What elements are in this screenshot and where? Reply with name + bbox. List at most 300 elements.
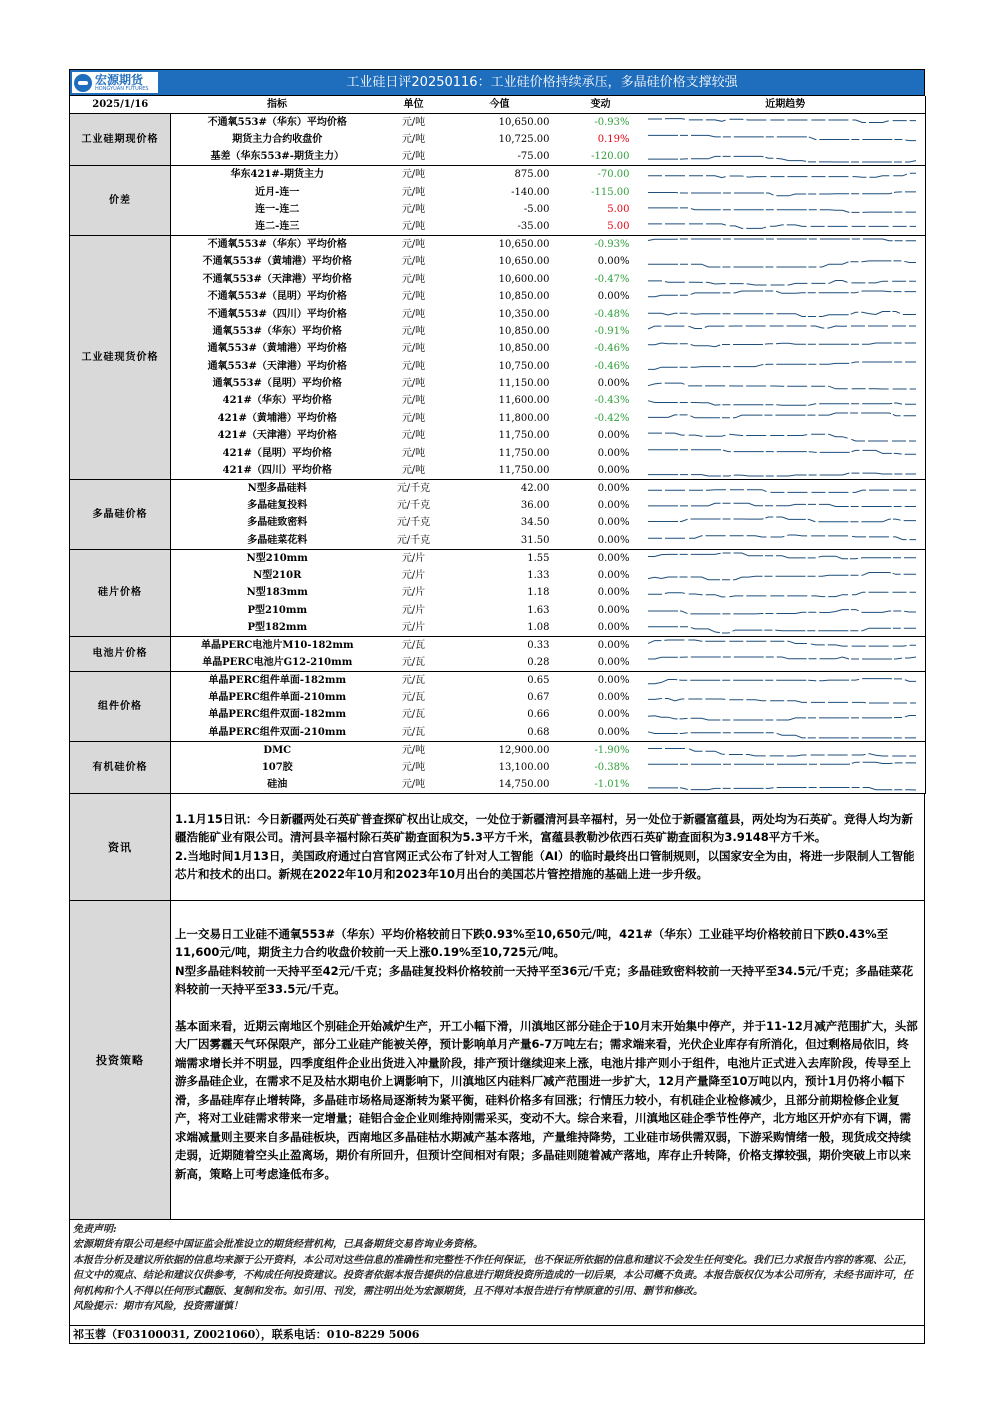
table-row <box>70 323 926 340</box>
change-value: 0.00% <box>597 639 630 651</box>
title-bar <box>69 69 925 96</box>
sparkline-icon <box>646 131 924 148</box>
change-value: 0.00% <box>597 378 630 390</box>
table-row <box>70 131 926 148</box>
indicator-name: 通氧553#（黄埔港）平均价格 <box>207 343 347 355</box>
change-value: -120.00 <box>556 148 646 166</box>
risk-warning: 风险提示：期市有风险，投资需谨慎！ <box>73 1301 243 1313</box>
table-row <box>70 340 926 357</box>
today-value: 0.65 <box>527 674 550 686</box>
sparkline-icon <box>646 514 924 531</box>
indicator-name: 单晶PERC组件双面-182mm <box>208 709 347 721</box>
table-row <box>70 236 926 254</box>
table-row <box>70 532 926 550</box>
sparkline-icon <box>646 148 924 165</box>
trend-sparkline <box>646 236 926 254</box>
today-value: 42.00 <box>520 482 550 494</box>
table-row <box>70 619 926 637</box>
sparkline-icon <box>646 759 924 776</box>
unit-cell: 元/吨 <box>401 134 426 146</box>
trend-sparkline <box>646 636 926 654</box>
trend-sparkline <box>646 776 926 794</box>
sparkline-icon <box>646 253 924 270</box>
sparkline-icon <box>646 532 924 549</box>
trend-sparkline <box>646 358 926 375</box>
indicator-name: N型多晶硅料 <box>247 482 307 494</box>
sparkline-icon <box>646 619 924 636</box>
unit-cell: 元/瓦 <box>384 724 444 742</box>
unit-cell: 元/吨 <box>401 308 426 320</box>
sparkline-icon <box>646 271 924 288</box>
today-value: -140.00 <box>511 186 550 198</box>
table-row <box>70 514 926 531</box>
today-value: 12,900.00 <box>498 744 550 756</box>
unit-cell: 元/片 <box>384 619 444 637</box>
sparkline-icon <box>646 184 924 201</box>
col-trend: 近期趋势 <box>646 96 926 114</box>
trend-line <box>648 490 916 493</box>
unit-cell: 元/吨 <box>401 273 426 285</box>
indicator-name: 不通氧553#（天津港）平均价格 <box>202 273 352 285</box>
unit-cell: 元/吨 <box>384 462 444 480</box>
indicator-name: 连二-连三 <box>171 218 384 236</box>
change-value: -0.46% <box>594 343 630 355</box>
trend-sparkline <box>646 288 926 305</box>
unit-cell: 元/片 <box>401 552 426 564</box>
table-row <box>70 462 926 480</box>
indicator-name: 421#（华东）平均价格 <box>222 395 332 407</box>
today-value: 1.18 <box>527 587 550 599</box>
analyst-footer <box>69 1326 925 1344</box>
sparkline-icon <box>646 584 924 601</box>
trend-sparkline <box>646 462 926 480</box>
indicator-name: 通氧553#（华东）平均价格 <box>212 325 342 337</box>
change-value: 0.00% <box>597 500 630 512</box>
logo-name-en: HONGYUAN FUTURES <box>95 85 149 92</box>
change-value: -0.43% <box>594 395 630 407</box>
change-value: 0.00% <box>597 552 630 564</box>
unit-cell: 元/吨 <box>401 169 426 181</box>
trend-line <box>648 517 916 522</box>
trend-line <box>648 224 916 229</box>
unit-cell: 元/吨 <box>384 776 444 794</box>
unit-cell: 元/片 <box>401 604 426 616</box>
table-row <box>70 114 926 132</box>
today-value: 11,750.00 <box>444 462 556 480</box>
disclaimer-line: 宏源期货有限公司是经中国证监会批准设立的期货经营机构，已具备期货交易咨询业务资格。 <box>73 1239 483 1251</box>
trend-line <box>648 291 916 297</box>
trend-sparkline <box>646 410 926 427</box>
indicator-name: 近月-连一 <box>255 186 300 198</box>
change-value: 0.00% <box>597 482 630 494</box>
indicator-name: 单晶PERC电池片M10-182mm <box>200 639 354 651</box>
unit-cell: 元/吨 <box>384 218 444 236</box>
sparkline-icon <box>646 672 924 689</box>
indicator-name: 421#（四川）平均价格 <box>171 462 384 480</box>
table-row <box>70 776 926 794</box>
strategy-paragraph: 基本面来看，近期云南地区个别硅企开始减炉生产，开工小幅下滑，川滇地区部分硅企于10月末开始集中停产，并于11-12月减产范围扩大，头部大厂因雾霾天气环保限产，部分工业硅产能被关停，预计影响单月产量6-7万吨左右；需求端来看，光伏企业库存有所消化，但过剩格局依旧，终端需求增长并不明显，四季度组件企业出货进入冲量阶段，排产预计继续迎来上涨，电池片排产则小于组件，电池片正式进入去库阶段，传导至上游多晶硅企业，在需求不足及枯水期电价上调影响下，川滇地区内硅料厂减产范围进一步扩大，12月产量降至10万吨以内，预计1月仍将小幅下滑，多晶硅库存止增转降，多晶硅市场格局逐渐转为紧平衡，硅料价格多有回涨；行情压力较小，有机硅企业检修减少，且部分前期检修企业复产，将对工业硅需求带来一定增量；硅铝合金企业则维持刚需采买，变动不大。综合来看，川滇地区硅企季节性停产，北方地区开炉亦有下调，需求端减量则主要来自多晶硅板块，西南地区多晶硅枯水期减产基本落地，产量维持降势，工业硅市场供需双弱，下游采购情绪一般，现货成交持续走弱，近期随着空头止盈离场，期价有所回升，但预计空间相对有限；多晶硅则随着减产落地，库存止升转降，价格支撑较强，期价突破上市以来新高，策略上可考虑逢低布多。 <box>175 1018 918 1181</box>
trend-sparkline <box>646 253 926 270</box>
sparkline-icon <box>646 602 924 619</box>
sparkline-icon <box>646 375 924 392</box>
unit-cell: 元/吨 <box>401 395 426 407</box>
indicator-name: 多晶硅致密料 <box>247 517 308 529</box>
trend-line <box>648 699 916 704</box>
unit-cell: 元/吨 <box>401 412 426 424</box>
today-value: 11,600.00 <box>498 395 550 407</box>
table-header-row <box>70 96 926 114</box>
trend-line <box>648 503 916 506</box>
indicator-name: 不通氧553#（黄埔港）平均价格 <box>202 256 352 268</box>
trend-sparkline <box>646 427 926 444</box>
change-value: 0.00% <box>556 619 646 637</box>
trend-line <box>648 627 916 633</box>
table-row <box>70 741 926 759</box>
trend-line <box>648 311 916 316</box>
change-value: -70.00 <box>597 169 630 181</box>
today-value: 10,600.00 <box>498 273 550 285</box>
trend-sparkline <box>646 323 926 340</box>
news-paragraph: 1.1月15日讯：今日新疆两处石英矿普查探矿权出让成交，一处位于新疆清河县辛福村，另一处位于新疆富蕴县，两处均为石英矿。竞得人均为新疆浩能矿业有限公司。清河县辛福村除石英矿勘查面积为5.3平方千米，富蕴县教勒沙依西石英矿勘查面积为3.9148平方千米。 <box>175 811 913 845</box>
change-value: 0.00% <box>556 462 646 480</box>
trend-sparkline <box>646 619 926 637</box>
sparkline-icon <box>646 497 924 514</box>
today-value: 31.50 <box>444 532 556 550</box>
trend-line <box>648 640 916 646</box>
trend-sparkline <box>646 166 926 184</box>
today-value: 10,850.00 <box>498 343 550 355</box>
table-row <box>70 410 926 427</box>
trend-sparkline <box>646 759 926 776</box>
change-value: 5.00 <box>556 218 646 236</box>
change-value: 0.00% <box>556 724 646 742</box>
today-value: 10,650.00 <box>498 117 550 128</box>
sparkline-icon <box>646 358 924 375</box>
trend-line <box>648 592 916 597</box>
indicator-name: 多晶硅复投料 <box>247 500 308 512</box>
unit-cell: 元/吨 <box>401 117 426 128</box>
today-value: 0.28 <box>444 654 556 672</box>
category-label: 价差 <box>70 166 171 236</box>
trend-line <box>648 433 916 441</box>
sparkline-icon <box>646 218 924 235</box>
trend-sparkline <box>646 724 926 742</box>
indicator-name: 硅油 <box>171 776 384 794</box>
strategy-paragraph: 上一交易日工业硅不通氧553#（华东）平均价格较前日下跌0.93%至10,650元/吨，421#（华东）工业硅平均价格较前日下跌0.43%至11,600元/吨，期货主力合约收盘价较前一天上涨0.19%至10,725元/吨。 <box>175 926 889 960</box>
news-content <box>171 794 924 900</box>
disclaimer-line: 本报告分析及建议所依据的信息均来源于公开资料，本公司对这些信息的准确性和完整性不作任何保证，也不保证所依据的信息和建议不会发生任何变化。我们已力求报告内容的客观、公正，但文中的观点、结论和建议仅供参考，不构成任何投资建议。投资者依据本报告提供的信息进行期货投资所造成的一切后果，本公司概不负责。本报告版权仅为本公司所有，未经书面许可，任何机构和个人不得以任何形式翻版、复制和发布。如引用、刊发，需注明出处为宏源期货，且不得对本报告进行有悖原意的引用、删节和修改。 <box>73 1254 913 1297</box>
table-row <box>70 358 926 375</box>
change-value: 0.19% <box>597 134 630 146</box>
category-label: 工业硅期现价格 <box>70 114 171 166</box>
trend-line <box>648 119 916 123</box>
unit-cell: 元/瓦 <box>401 639 426 651</box>
trend-sparkline <box>646 392 926 409</box>
today-value: 11,750.00 <box>498 430 550 442</box>
change-value: -0.93% <box>594 117 630 128</box>
trend-line <box>648 678 916 683</box>
sparkline-icon <box>646 724 924 741</box>
sparkline-icon <box>646 776 924 793</box>
unit-cell: 元/瓦 <box>401 709 426 721</box>
change-value: 0.00% <box>597 692 630 703</box>
table-row <box>70 654 926 672</box>
trend-sparkline <box>646 654 926 672</box>
unit-cell: 元/吨 <box>384 148 444 166</box>
unit-cell: 元/吨 <box>401 291 426 303</box>
table-row <box>70 444 926 461</box>
trend-line <box>648 362 916 369</box>
indicator-name: 不通氧553#（华东）平均价格 <box>207 239 347 251</box>
category-label: 电池片价格 <box>70 636 171 671</box>
strategy-section <box>69 901 925 1220</box>
table-row <box>70 706 926 723</box>
trend-sparkline <box>646 549 926 567</box>
sparkline-icon <box>646 706 924 723</box>
unit-cell: 元/瓦 <box>401 692 426 703</box>
trend-line <box>648 280 916 285</box>
logo-icon <box>74 74 92 92</box>
trend-line <box>648 261 916 267</box>
category-label: 多晶硅价格 <box>70 479 171 549</box>
table-row <box>70 375 926 392</box>
disclaimer <box>69 1220 925 1326</box>
sparkline-icon <box>646 567 924 584</box>
sparkline-icon <box>646 201 924 218</box>
table-row <box>70 584 926 601</box>
trend-line <box>648 343 916 347</box>
indicator-name: 通氧553#（天津港）平均价格 <box>207 360 347 372</box>
strategy-content <box>171 901 924 1219</box>
change-value: -0.38% <box>594 761 630 773</box>
change-value: -0.93% <box>594 239 630 251</box>
change-value: 0.00% <box>597 587 630 599</box>
today-value: -75.00 <box>444 148 556 166</box>
change-value: 0.00% <box>597 569 630 581</box>
unit-cell: 元/吨 <box>401 378 426 390</box>
analyst-name: 祁玉蓉 <box>73 1327 106 1341</box>
sparkline-icon <box>646 288 924 305</box>
trend-line <box>648 762 916 764</box>
unit-cell: 元/吨 <box>401 239 426 251</box>
change-value: 0.00% <box>597 256 630 268</box>
unit-cell: 元/千克 <box>396 500 431 512</box>
indicator-name: 421#（黄埔港）平均价格 <box>217 412 337 424</box>
table-row <box>70 183 926 200</box>
table-row <box>70 427 926 444</box>
trend-line <box>648 413 916 418</box>
table-row <box>70 271 926 288</box>
change-value: 0.00% <box>597 709 630 721</box>
indicator-name: 华东421#-期货主力 <box>230 169 324 181</box>
trend-line <box>648 401 916 406</box>
today-value: 1.63 <box>527 604 550 616</box>
today-value: -35.00 <box>444 218 556 236</box>
indicator-name: N型210R <box>253 569 302 581</box>
today-value: 11,750.00 <box>498 447 550 459</box>
table-row <box>70 392 926 409</box>
col-today: 今值 <box>444 96 556 114</box>
table-row <box>70 636 926 654</box>
trend-sparkline <box>646 479 926 497</box>
trend-line <box>648 208 916 213</box>
change-value: -0.91% <box>594 325 630 337</box>
table-row <box>70 148 926 166</box>
table-row <box>70 549 926 567</box>
indicator-name: 单晶PERC组件单面-210mm <box>208 692 347 703</box>
analyst-contact: ，联系电话：010-8229 5006 <box>260 1327 420 1341</box>
indicator-name: N型183mm <box>246 587 308 599</box>
today-value: 1.55 <box>527 552 550 564</box>
logo-name-cn: 宏源期货 <box>95 72 144 87</box>
change-value: -1.01% <box>556 776 646 794</box>
today-value: 1.08 <box>444 619 556 637</box>
sparkline-icon <box>646 114 924 131</box>
indicator-name: 通氧553#（昆明）平均价格 <box>212 378 342 390</box>
today-value: 11,150.00 <box>498 378 550 390</box>
table-row <box>70 288 926 305</box>
unit-cell: 元/瓦 <box>401 674 426 686</box>
change-value: 0.00% <box>556 654 646 672</box>
sparkline-icon <box>646 689 924 706</box>
unit-cell: 元/瓦 <box>384 654 444 672</box>
sparkline-icon <box>646 654 924 671</box>
trend-line <box>648 657 916 659</box>
change-value: 0.00% <box>597 291 630 303</box>
unit-cell: 元/吨 <box>401 360 426 372</box>
trend-sparkline <box>646 532 926 550</box>
indicator-name: 基差（华东553#-期货主力） <box>171 148 384 166</box>
trend-sparkline <box>646 114 926 132</box>
trend-sparkline <box>646 601 926 618</box>
trend-sparkline <box>646 741 926 759</box>
trend-line <box>648 383 916 389</box>
sparkline-icon <box>646 462 924 479</box>
indicator-name: 单晶PERC组件单面-182mm <box>208 674 347 686</box>
today-value: 13,100.00 <box>498 761 550 773</box>
strategy-label: 投资策略 <box>70 901 171 1219</box>
news-label: 资讯 <box>70 794 171 900</box>
table-row <box>70 689 926 706</box>
today-value: 11,800.00 <box>498 412 550 424</box>
today-value: 10,350.00 <box>498 308 550 320</box>
table-row <box>70 759 926 776</box>
indicator-name: 期货主力合约收盘价 <box>232 134 323 146</box>
news-paragraph: 2.当地时间1月13日，美国政府通过白宫官网正式公布了针对人工智能（AI）的临时最终出口管制规则，以国家安全为由，将进一步限制人工智能芯片和技术的出口。新规在2022年10月和2023年10月出台的美国芯片管控措施的基础上进一步升级。 <box>175 848 915 882</box>
today-value: 10,725.00 <box>498 134 550 146</box>
change-value: 0.00% <box>597 447 630 459</box>
unit-cell: 元/吨 <box>401 447 426 459</box>
trend-line <box>648 572 916 579</box>
trend-sparkline <box>646 305 926 322</box>
today-value: 0.67 <box>527 692 550 703</box>
trend-sparkline <box>646 444 926 461</box>
today-value: 10,650.00 <box>498 239 550 251</box>
sparkline-icon <box>646 480 924 497</box>
report-date: 2025/1/16 <box>70 96 171 114</box>
today-value: 10,850.00 <box>498 325 550 337</box>
category-label: 硅片价格 <box>70 549 171 636</box>
change-value: -0.48% <box>594 308 630 320</box>
indicator-name: 107胶 <box>261 761 293 773</box>
unit-cell: 元/千克 <box>396 517 431 529</box>
indicator-name: 连一-连二 <box>255 203 300 215</box>
unit-cell: 元/千克 <box>384 532 444 550</box>
today-value: 10,850.00 <box>498 291 550 303</box>
sparkline-icon <box>646 742 924 759</box>
category-label: 有机硅价格 <box>70 741 171 793</box>
trend-line <box>648 716 916 721</box>
trend-line <box>648 473 916 476</box>
sparkline-icon <box>646 392 924 409</box>
indicator-name: 单晶PERC组件双面-210mm <box>171 724 384 742</box>
trend-line <box>648 326 916 329</box>
company-logo <box>72 72 158 93</box>
today-value: 10,650.00 <box>498 256 550 268</box>
today-value: 0.68 <box>444 724 556 742</box>
sparkline-icon <box>646 236 924 253</box>
change-value: 0.00% <box>556 532 646 550</box>
strategy-spacer <box>175 999 920 1017</box>
unit-cell: 元/吨 <box>401 744 426 756</box>
today-value: 34.50 <box>520 517 550 529</box>
trend-sparkline <box>646 271 926 288</box>
trend-line <box>648 191 916 195</box>
sparkline-icon <box>646 410 924 427</box>
trend-line <box>648 157 916 163</box>
trend-sparkline <box>646 218 926 236</box>
unit-cell: 元/吨 <box>401 186 426 198</box>
analyst-codes: （F03100031, Z0021060） <box>106 1327 261 1341</box>
table-row <box>70 253 926 270</box>
unit-cell: 元/吨 <box>401 343 426 355</box>
trend-line <box>648 174 916 178</box>
trend-line <box>648 787 916 790</box>
today-value: 10,750.00 <box>498 360 550 372</box>
trend-sparkline <box>646 671 926 689</box>
table-row <box>70 671 926 689</box>
table-row <box>70 497 926 514</box>
trend-line <box>648 239 916 241</box>
trend-sparkline <box>646 584 926 601</box>
unit-cell: 元/吨 <box>401 256 426 268</box>
trend-sparkline <box>646 567 926 584</box>
report-sheet <box>69 69 925 1344</box>
indicator-name: 不通氧553#（华东）平均价格 <box>207 117 347 128</box>
unit-cell: 元/吨 <box>401 203 426 215</box>
trend-sparkline <box>646 706 926 723</box>
trend-line <box>648 449 916 453</box>
trend-sparkline <box>646 148 926 166</box>
indicator-name: 421#（天津港）平均价格 <box>217 430 337 442</box>
sparkline-icon <box>646 306 924 323</box>
indicator-name: 不通氧553#（昆明）平均价格 <box>207 291 347 303</box>
sparkline-icon <box>646 637 924 654</box>
change-value: 5.00 <box>607 203 630 215</box>
trend-sparkline <box>646 183 926 200</box>
indicator-name: P型210mm <box>247 604 308 616</box>
indicator-name: 421#（昆明）平均价格 <box>222 447 332 459</box>
change-value: 0.00% <box>597 430 630 442</box>
today-value: 1.33 <box>527 569 550 581</box>
indicator-name: 不通氧553#（四川）平均价格 <box>207 308 347 320</box>
indicator-name: N型210mm <box>246 552 308 564</box>
change-value: -115.00 <box>591 186 630 198</box>
change-value: -0.42% <box>594 412 630 424</box>
sparkline-icon <box>646 427 924 444</box>
indicator-name: 单晶PERC电池片G12-210mm <box>171 654 384 672</box>
trend-sparkline <box>646 375 926 392</box>
